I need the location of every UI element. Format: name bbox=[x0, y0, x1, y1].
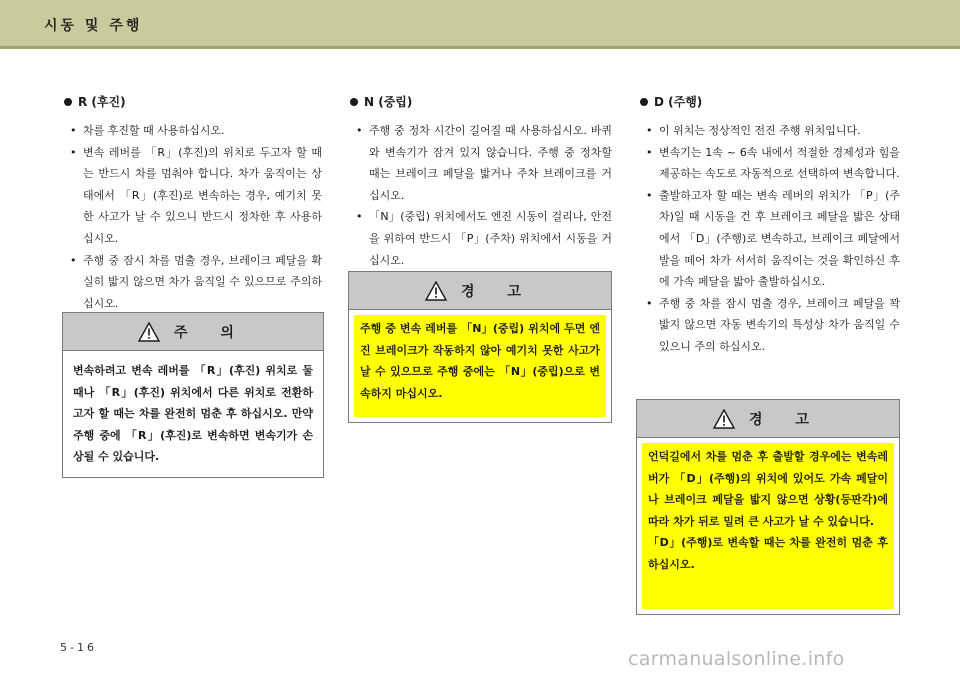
warning-highlight bbox=[642, 443, 894, 609]
warning-text: 주행 중 변속 레버를 「N」(중립) 위치에 두면 엔진 브레이크가 작동하지 않아 예기치 못한 사고가 날 수 있으므로 주행 중에는 「N」(중립)으로 변속하지 마십시오. bbox=[360, 322, 600, 400]
warning-text: 「D」(주행)로 변속할 때는 차를 완전히 멈춘 후 하십시오. bbox=[648, 536, 888, 571]
column-d bbox=[640, 93, 900, 358]
section-title: 시동 및 주행 bbox=[44, 18, 143, 34]
list-item: • 변속기는 1속 ~ 6속 내에서 적절한 경제성과 힘을 제공하는 속도로 자동적으로 선택하여 변속합니다. bbox=[640, 142, 900, 185]
list-item: • 출발하고자 할 때는 변속 레버의 위치가 「P」(주차)일 때 시동을 건 후 브레이크 페달을 밟은 상태에서 「D」(주행)로 변속하고, 브레이크 페달에서 발을 떼어 차가 서서히 움직이는 것을 확인하신 후에 가속 페달을 밟아 출발하십시오. bbox=[640, 185, 900, 293]
page-number: 5-16 bbox=[60, 641, 97, 654]
list-n bbox=[350, 120, 612, 271]
warning-box-d bbox=[636, 399, 900, 615]
list-item: • 차를 후진할 때 사용하십시오. bbox=[64, 120, 322, 142]
warning-triangle-icon bbox=[713, 409, 735, 429]
caution-box bbox=[62, 312, 324, 478]
column-n bbox=[350, 93, 612, 271]
list-item: • 「N」(중립) 위치에서도 엔진 시동이 걸리나, 안전을 위하여 반드시 「P」(주차) 위치에서 시동을 거십시오. bbox=[350, 206, 612, 271]
list-item: • 주행 중 잠시 차를 멈출 경우, 브레이크 페달을 확실히 밟지 않으면 차가 움직일 수 있으므로 주의하십시오. bbox=[64, 250, 322, 315]
warning-triangle-icon bbox=[425, 281, 447, 301]
heading-n-text: N (중립) bbox=[364, 95, 413, 109]
warning-highlight bbox=[354, 315, 606, 417]
filled-circle-icon bbox=[350, 98, 358, 106]
caution-text: 변속하려고 변속 레버를 「R」(후진) 위치로 둘 때나 「R」(후진) 위치에서 다른 위치로 전환하고자 할 때는 차를 완전히 멈춘 후 하십시오. 만약 주행 중에 「R」(후진)로 변속하면 변속기가 손상될 수 있습니다. bbox=[73, 364, 313, 464]
list-item: • 변속 레버를 「R」(후진)의 위치로 두고자 할 때는 반드시 차를 멈춰야 합니다. 차가 움직이는 상태에서 「R」(후진)로 변속하는 경우, 예기치 못한 사고가 날 수 있으니 반드시 정차한 후 사용하십시오. bbox=[64, 142, 322, 250]
list-item: • 이 위치는 정상적인 전진 주행 위치입니다. bbox=[640, 120, 900, 142]
heading-r-text: R (후진) bbox=[78, 95, 126, 109]
list-item: • 주행 중 정차 시간이 길어질 때 사용하십시오. 바퀴와 변속기가 잠겨 있지 않습니다. 주행 중 정차할 때는 브레이크 페달을 밟거나 주차 브레이크를 거십시오. bbox=[350, 120, 612, 206]
warning-text: 언덕길에서 차를 멈춘 후 출발할 경우에는 변속레버가 「D」(주행)의 위치에 있어도 가속 페달이나 브레이크 페달을 밟지 않으면 상황(등판각)에 따라 차가 뒤로 밀려 큰 사고가 날 수 있습니다. bbox=[648, 450, 888, 528]
column-r bbox=[64, 93, 322, 314]
heading-d-text: D (주행) bbox=[654, 95, 703, 109]
warning-header bbox=[349, 272, 611, 310]
heading-d bbox=[640, 93, 900, 110]
warning-header bbox=[637, 400, 899, 438]
list-d bbox=[640, 120, 900, 358]
heading-r bbox=[64, 93, 322, 110]
list-item: • 주행 중 차를 잠시 멈출 경우, 브레이크 페달을 꽉 밟지 않으면 자동 변속기의 특성상 차가 움직일 수 있으니 주의 하십시오. bbox=[640, 293, 900, 358]
caution-label: 주 의 bbox=[174, 324, 248, 341]
page-header bbox=[0, 0, 960, 46]
warning-box-n bbox=[348, 271, 612, 423]
header-divider bbox=[0, 46, 960, 49]
filled-circle-icon bbox=[64, 98, 72, 106]
heading-n bbox=[350, 93, 612, 110]
warning-triangle-icon bbox=[138, 322, 160, 342]
filled-circle-icon bbox=[640, 98, 648, 106]
caution-header bbox=[63, 313, 323, 351]
watermark: carmanualsonline.info bbox=[628, 648, 845, 670]
warning-label: 경 고 bbox=[749, 411, 823, 428]
list-r bbox=[64, 120, 322, 314]
warning-label: 경 고 bbox=[461, 283, 535, 300]
